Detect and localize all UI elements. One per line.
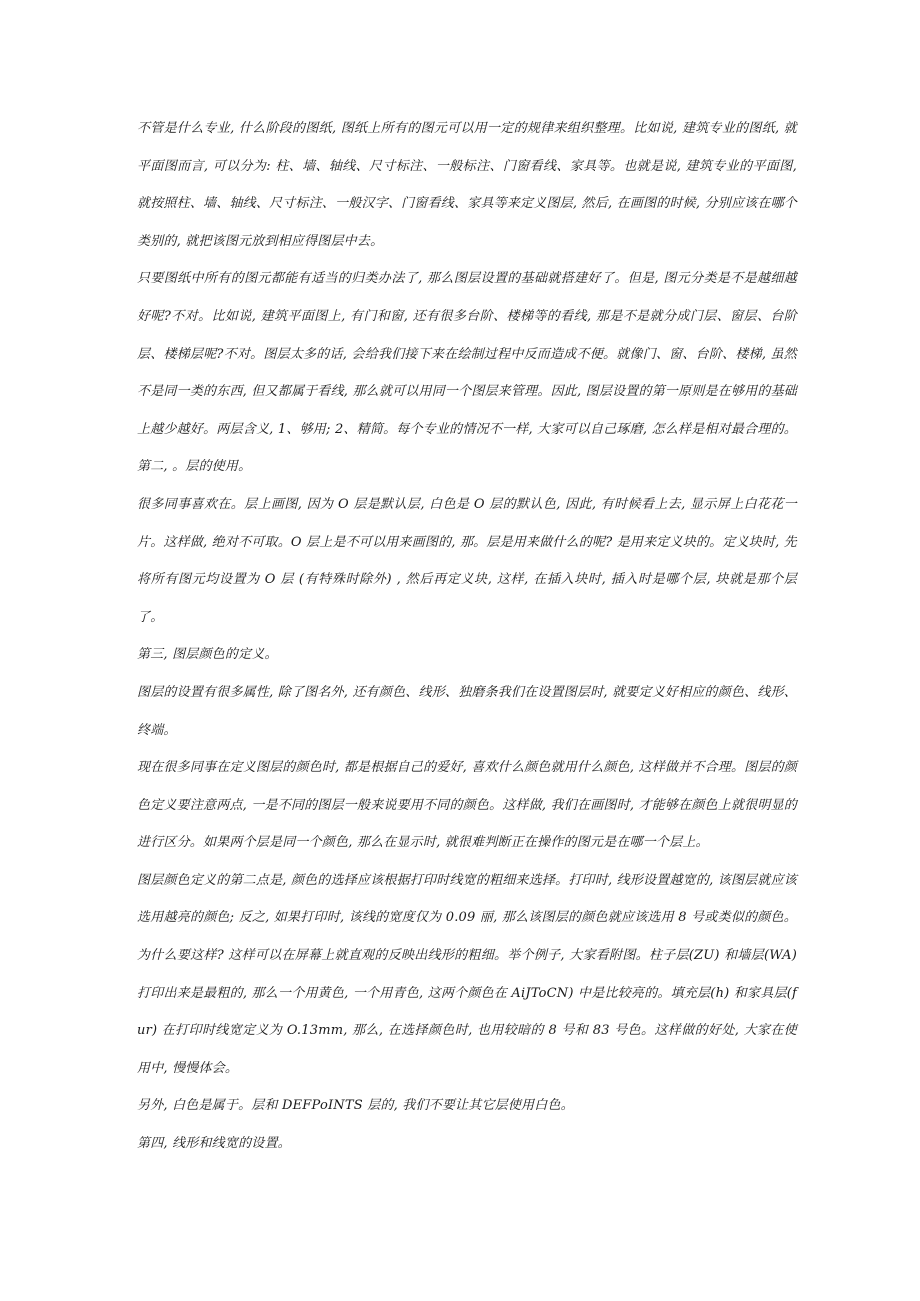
paragraph-layer-properties: 图层的设置有很多属性, 除了图名外, 还有颜色、线形、独磨条我们在设置图层时, 就要定义好相应的颜色、线形、终端。 <box>137 684 797 738</box>
paragraph-layer-zero-usage: 很多同事喜欢在。层上画图, 因为 O 层是默认层, 白色是 O 层的默认色, 因此, 有时候看上去, 显示屏上白花花一片。这样做, 绝对不可取。O 层上是不可以用来画图的, 那。层是用来做什么的呢? 是用来定义块的。定义块时, 先将所有图元均设置为 O 层 (有特殊时除外) , 然后再定义块, 这样, 在插入块时, 插入时是哪个层, 块就是那个层了。 <box>137 496 797 625</box>
heading-layer-color: 第三, 图层颜色的定义。 <box>137 647 278 663</box>
paragraph-color-distinction: 现在很多同事在定义图层的颜色时, 都是根据自己的爱好, 喜欢什么颜色就用什么颜色, 这样做并不合理。图层的颜色定义要注意两点, 一是不同的图层一般来说要用不同的颜色。这样做, 我们在画图时, 才能够在颜色上就很明显的进行区分。如果两个层是同一个颜色, 那么在显示时, 就很难判断正在操作的图元是在哪一个层上。 <box>137 760 797 851</box>
paragraph-color-lineweight: 图层颜色定义的第二点是, 颜色的选择应该根据打印时线宽的粗细来选择。打印时, 线形设置越宽的, 该图层就应该选用越亮的颜色; 反之, 如果打印时, 该线的宽度仅为 0.09 丽, 那么该图层的颜色就应该选用 8 号或类似的颜色。为什么要这样? 这样可以在屏幕上就直观的反映出线形的粗细。举个例子, 大家看附图。柱子层(ZU) 和墙层(WA) 打印出来是最粗的, 那么一个用黄色, 一个用青色, 这两个颜色在 AiJToCN) 中是比较亮的。填充层(h) 和家具层(fur) 在打印时线宽定义为 O.13mm, 那么, 在选择颜色时, 也用较暗的 8 号和 83 号色。这样做的好处, 大家在使用中, 慢慢体会。 <box>137 872 797 1076</box>
document-body <box>137 110 797 1163</box>
paragraph-layer-organization: 不管是什么专业, 什么阶段的图纸, 图纸上所有的图元可以用一定的规律来组织整理。比如说, 建筑专业的图纸, 就平面图而言, 可以分为: 柱、墙、轴线、尺寸标注、一般标注、门窗看线、家具等。也就是说, 建筑专业的平面图, 就按照柱、墙、轴线、尺寸标注、一般汉字、门窗看线、家具等来定义图层, 然后, 在画图的时候, 分别应该在哪个类别的, 就把该图元放到相应得图层中去。 <box>137 121 797 249</box>
paragraph-layer-count-principle: 只要图纸中所有的图元都能有适当的归类办法了, 那么图层设置的基础就搭建好了。但是, 图元分类是不是越细越好呢?不对。比如说, 建筑平面图上, 有门和窗, 还有很多台阶、楼梯等的看线, 那是不是就分成门层、窗层、台阶层、楼梯层呢?不对。图层太多的话, 会给我们接下来在绘制过程中反而造成不便。就像门、窗、台阶、楼梯, 虽然不是同一类的东西, 但又都属于看线, 那么就可以用同一个图层来管理。因此, 图层设置的第一原则是在够用的基础上越少越好。两层含义, 1、够用; 2、精简。每个专业的情况不一样, 大家可以自己琢磨, 怎么样是相对最合理的。第二, 。层的使用。 <box>137 271 797 475</box>
paragraph-white-color: 另外, 白色是属于。层和 DEFPoINTS 层的, 我们不要让其它层使用白色。 <box>137 1098 574 1114</box>
heading-linetype-lineweight: 第四, 线形和线宽的设置。 <box>137 1136 291 1152</box>
